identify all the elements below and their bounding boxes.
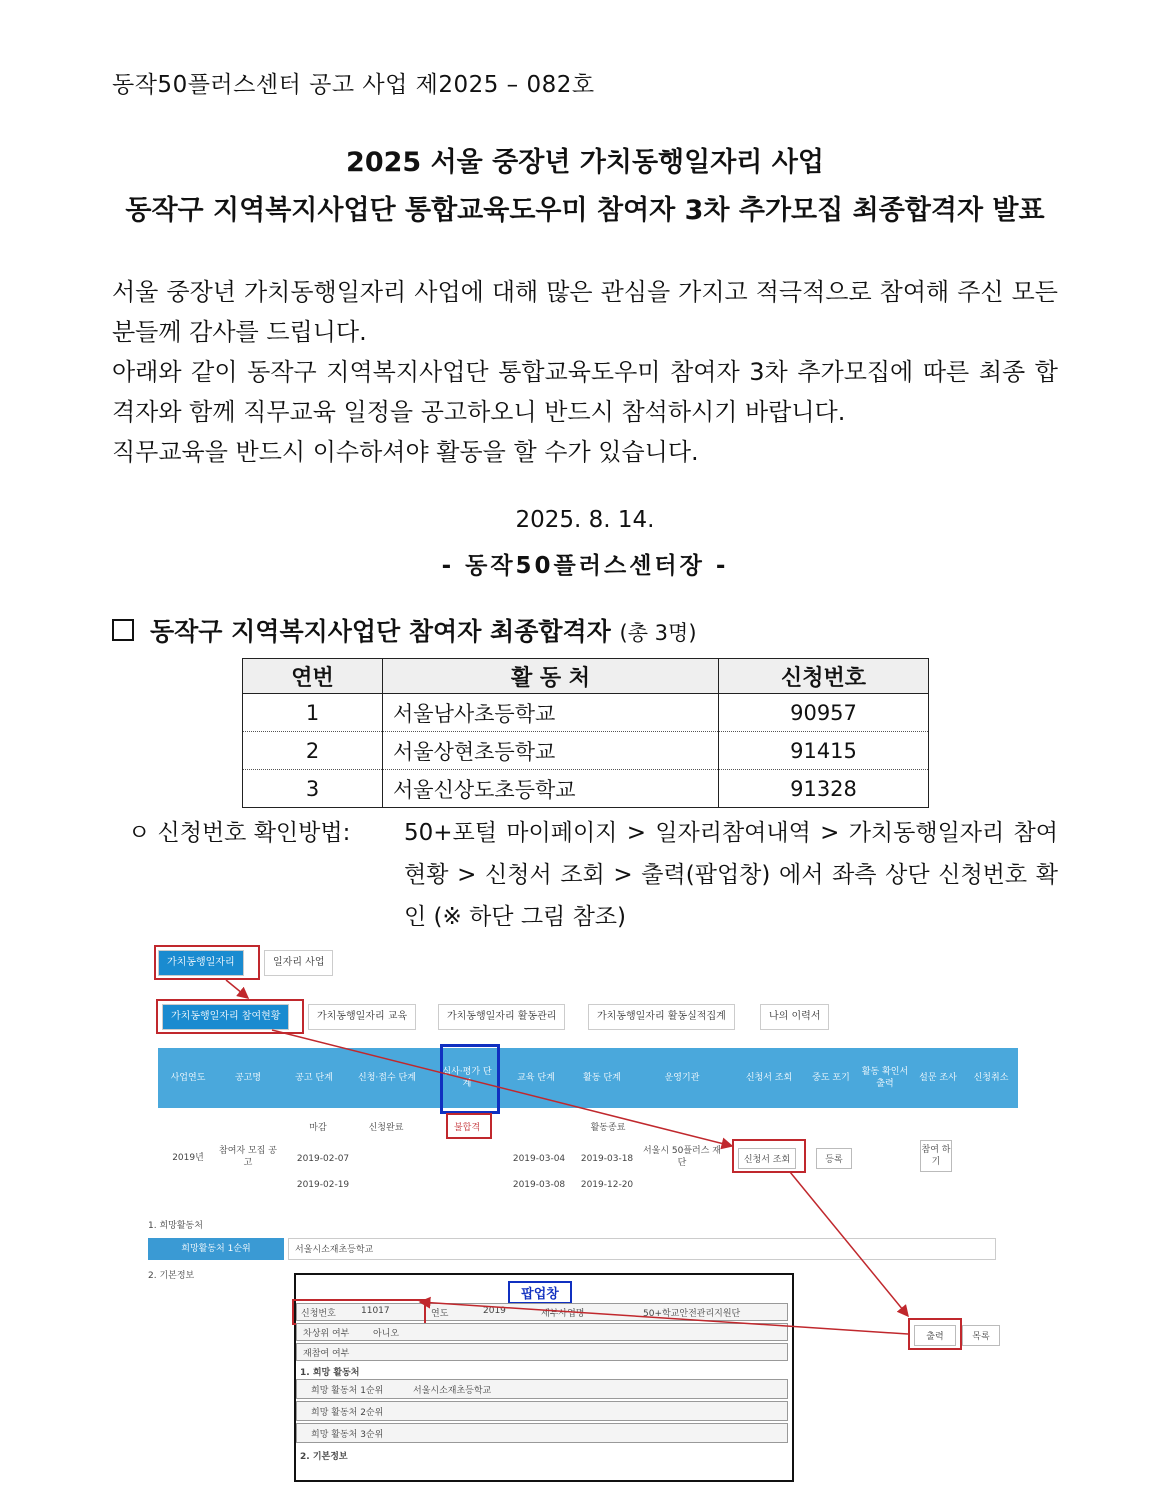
popup-low-value: 아니오 (373, 1329, 400, 1339)
row-operator: 서울시 50플러스 재단 (642, 1146, 722, 1168)
popup-year: 2019 (483, 1306, 506, 1316)
cell-app-no: 91328 (719, 770, 929, 808)
header-place: 활 동 처 (383, 659, 719, 694)
cell-place: 서울신상도초등학교 (383, 770, 719, 808)
header-no: 연번 (243, 659, 383, 694)
survey-button[interactable]: 참여 하기 (920, 1140, 952, 1172)
list-button[interactable]: 목록 (962, 1325, 1000, 1346)
title-line-2: 동작구 지역복지사업단 통합교육도우미 참여자 3차 추가모집 최종합격자 발표 (125, 195, 1045, 226)
section-hope: 1. 희망활동처 (148, 1221, 203, 1231)
popup-hope1: 희망 활동처 1순위 (311, 1386, 384, 1396)
popup-app-no: 11017 (361, 1306, 390, 1316)
table-row (243, 770, 929, 808)
row-act-from: 2019-03-18 (580, 1154, 634, 1164)
col-year: 사업연도 (170, 1073, 206, 1083)
sub-tab-status[interactable]: 가치동행일자리 참여현황 (162, 1004, 289, 1030)
row-edu-to: 2019-03-08 (512, 1180, 566, 1190)
col-notice-stage: 공고 단계 (295, 1073, 333, 1083)
table-row (243, 732, 929, 770)
col-cancel: 신청취소 (973, 1073, 1009, 1083)
col-operator: 운영기관 (664, 1073, 700, 1083)
section-count: (총 3명) (619, 621, 697, 645)
popup-year-label: 연도 (431, 1309, 449, 1319)
popup-biz-label: 세부사업명 (541, 1309, 585, 1319)
col-notice: 공고명 (234, 1073, 262, 1083)
view-application-button[interactable]: 신청서 조회 (738, 1148, 796, 1169)
body-paragraph-3: 직무교육을 반드시 이수하셔야 활동을 할 수가 있습니다. (112, 438, 699, 466)
sub-tab-stats[interactable]: 가치동행일자리 활동실적집계 (588, 1004, 735, 1030)
popup-app-no-label: 신청번호 (301, 1309, 336, 1319)
arrow-line (420, 1302, 908, 1334)
table-header-row (243, 659, 929, 694)
method-text: 50+포털 마이페이지 > 일자리참여내역 > 가치동행일자리 참여현황 > 신청서 조회 > 출력(팝업창) 에서 좌측 상단 신청번호 확인 (※ 하단 그림 참조) (404, 820, 1058, 930)
col-act-stage: 활동 단계 (583, 1073, 621, 1083)
popup-hope1-value: 서울시소재초등학교 (413, 1386, 492, 1396)
popup-sec2: 2. 기본정보 (300, 1452, 348, 1462)
body-paragraph-2: 아래와 같이 동작구 지역복지사업단 통합교육도우미 참여자 3차 추가모집에 따른 최종 합격자와 함께 직무교육 일정을 공고하오니 반드시 참석하시기 바랍니다. (112, 358, 1058, 426)
cell-no: 3 (243, 770, 383, 808)
arrow-line (272, 1030, 732, 1146)
popup-low-label: 차상위 여부 (303, 1329, 350, 1339)
cell-place: 서울상현초등학교 (383, 732, 719, 770)
method-label: ㅇ 신청번호 확인방법: (128, 820, 351, 846)
col-apply-stage: 신청·접수 단계 (358, 1073, 416, 1083)
print-button[interactable]: 출력 (914, 1325, 956, 1346)
col-view: 신청서 조회 (745, 1073, 793, 1083)
row-status-eval: 불합격 (453, 1123, 481, 1133)
sub-tab-resume[interactable]: 나의 이력서 (760, 1004, 829, 1030)
section-basic: 2. 기본정보 (148, 1271, 195, 1281)
sub-tab-education[interactable]: 가치동행일자리 교육 (308, 1004, 416, 1030)
col-eval-stage: 심사·평가 단계 (442, 1067, 492, 1089)
header-app-no: 신청번호 (719, 659, 929, 694)
cell-place: 서울남사초등학교 (383, 694, 719, 732)
col-quit: 중도 포기 (812, 1073, 850, 1083)
row-status-closed: 마감 (309, 1123, 327, 1133)
body-paragraph-1: 서울 중장년 가치동행일자리 사업에 대해 많은 관심을 가지고 적극적으로 참여해 주신 모든 분들께 감사를 드립니다. (112, 278, 1058, 346)
register-button[interactable]: 등록 (816, 1148, 852, 1169)
row-status-activity: 활동종료 (590, 1123, 626, 1133)
popup-rejoin-label: 재참여 여부 (303, 1349, 350, 1359)
row-edu-from: 2019-03-04 (512, 1154, 566, 1164)
popup-title: 팝업창 (508, 1281, 572, 1304)
arrow-line (226, 980, 248, 998)
popup-hope3: 희망 활동처 3순위 (311, 1430, 384, 1440)
section-heading (112, 612, 697, 648)
row-notice-from: 2019-02-07 (296, 1154, 350, 1164)
arrows (148, 940, 1028, 1485)
results-table (242, 658, 929, 808)
row-status-apply: 신청완료 (368, 1123, 404, 1133)
date: 2025. 8. 14. (515, 507, 655, 533)
popup-sec1: 1. 희망 활동처 (300, 1368, 360, 1378)
row-notice-to: 2019-02-19 (296, 1180, 350, 1190)
popup-biz: 50+학교안전관리지원단 (643, 1309, 741, 1319)
row-notice-name: 참여자 모집 공고 (219, 1146, 277, 1168)
issuer: - 동작50플러스센터장 - (441, 553, 729, 579)
cell-no: 2 (243, 732, 383, 770)
col-edu-stage: 교육 단계 (517, 1073, 555, 1083)
checkbox-square-icon (112, 619, 134, 641)
top-tab-value-job[interactable]: 가치동행일자리 (158, 950, 244, 976)
row-act-to: 2019-12-20 (580, 1180, 634, 1190)
title-line-1: 2025 서울 중장년 가치동행일자리 사업 (346, 147, 824, 178)
col-survey: 설문 조사 (919, 1073, 957, 1083)
cell-app-no: 90957 (719, 694, 929, 732)
table-row (243, 694, 929, 732)
col-confirm: 활동 확인서 출력 (861, 1067, 909, 1089)
cell-no: 1 (243, 694, 383, 732)
top-tab-job-project[interactable]: 일자리 사업 (264, 950, 333, 976)
arrow-line (790, 1172, 908, 1316)
row-year: 2019년 (172, 1153, 204, 1163)
cell-app-no: 91415 (719, 732, 929, 770)
hope1-label: 희망활동처 1순위 (148, 1238, 284, 1260)
sub-tab-activity[interactable]: 가치동행일자리 활동관리 (438, 1004, 565, 1030)
notice-number: 동작50플러스센터 공고 사업 제2025 – 082호 (112, 72, 595, 98)
hope1-value: 서울시소재초등학교 (288, 1238, 996, 1260)
popup-hope2: 희망 활동처 2순위 (311, 1408, 384, 1418)
guide-screenshot (148, 940, 1028, 1485)
section-title: 동작구 지역복지사업단 참여자 최종합격자 (150, 617, 611, 646)
